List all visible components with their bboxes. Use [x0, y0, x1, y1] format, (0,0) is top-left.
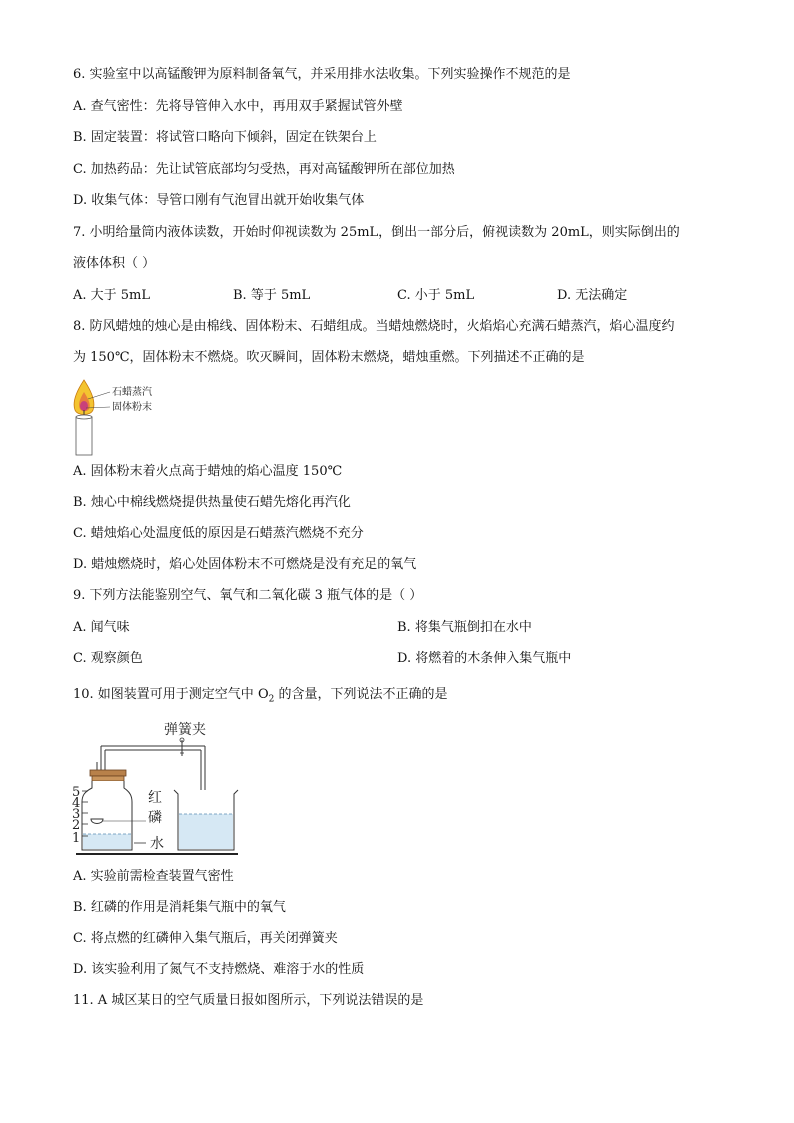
q7-option-b: B. 等于 5mL [233, 288, 311, 303]
q11-stem: 11. A 城区某日的空气质量日报如图所示，下列说法错误的是 [73, 993, 424, 1008]
q10-option-b: B. 红磷的作用是消耗集气瓶中的氧气 [73, 900, 286, 915]
q7-option-d: D. 无法确定 [557, 288, 628, 303]
q6-option-c: C. 加热药品：先让试管底部均匀受热，再对高锰酸钾所在部位加热 [73, 162, 455, 177]
q8-option-a: A. 固体粉末着火点高于蜡烛的焰心温度 150℃ [73, 464, 343, 479]
label-paraffin-vapor: 石蜡蒸汽 [112, 387, 152, 398]
q7-option-a: A. 大于 5mL [73, 288, 151, 303]
q8-option-b: B. 烛心中棉线燃烧提供热量使石蜡先熔化再汽化 [73, 495, 351, 510]
q8-option-d: D. 蜡烛燃烧时，焰心处固体粉末不可燃烧是没有充足的氧气 [73, 557, 417, 572]
label-spring-clamp: 弹簧夹 [164, 722, 206, 738]
q6-stem: 6. 实验室中以高锰酸钾为原料制备氧气，并采用排水法收集。下列实验操作不规范的是 [73, 67, 571, 82]
scale-5: 5 [72, 785, 81, 800]
rubber-stopper-icon [90, 770, 126, 781]
q8-stem-line2: 为 150℃，固体粉末不燃烧。吹灭瞬间，固体粉末燃烧，蜡烛重燃。下列描述不正确的是 [73, 350, 585, 365]
scale-4: 4 [72, 796, 81, 811]
scale-2: 2 [72, 818, 81, 833]
spring-clamp-icon [180, 738, 184, 756]
q10-stem-subscript: 2 [268, 694, 275, 705]
q6-option-d: D. 收集气体：导管口刚有气泡冒出就开始收集气体 [73, 193, 365, 208]
beaker-icon [174, 790, 238, 850]
q9-stem: 9. 下列方法能鉴别空气、氧气和二氧化碳 3 瓶气体的是（ ） [73, 588, 423, 603]
q10-stem-after: 的含量，下列说法不正确的是 [274, 687, 448, 702]
q9-option-d: D. 将燃着的木条伸入集气瓶中 [397, 651, 572, 666]
oxygen-measure-apparatus [68, 716, 240, 862]
q8-stem-line1: 8. 防风蜡烛的烛心是由棉线、固体粉末、石蜡组成。当蜡烛燃烧时，火焰焰心充满石蜡蒸汽，焰心温度约 [73, 319, 675, 334]
q6-option-a: A. 查气密性：先将导管伸入水中，再用双手紧握试管外壁 [73, 99, 403, 114]
q10-option-c: C. 将点燃的红磷伸入集气瓶后，再关闭弹簧夹 [73, 931, 338, 946]
q8-option-c: C. 蜡烛焰心处温度低的原因是石蜡蒸汽燃烧不充分 [73, 526, 364, 541]
q7-stem-line2: 液体体积（ ） [73, 256, 156, 271]
q9-option-b: B. 将集气瓶倒扣在水中 [397, 620, 532, 635]
q10-option-a: A. 实验前需检查装置气密性 [73, 869, 234, 884]
label-solid-powder: 固体粉末 [112, 402, 152, 413]
candle-body-icon [76, 415, 92, 455]
q9-option-a: A. 闻气味 [73, 620, 130, 635]
q10-stem-before: 10. 如图装置可用于测定空气中 O [73, 687, 269, 702]
combustion-spoon-icon [91, 819, 103, 824]
candle-flame-icon [74, 380, 94, 415]
scale-1: 1 [72, 831, 81, 846]
q7-stem-line1: 7. 小明给量筒内液体读数，开始时仰视读数为 25mL，倒出一部分后，俯视读数为 20mL，则实际倒出的 [73, 225, 680, 240]
label-phosphorus: 磷 [148, 810, 162, 826]
gas-bottle-icon [82, 781, 132, 850]
label-red: 红 [148, 790, 162, 806]
q10-option-d: D. 该实验利用了氮气不支持燃烧、难溶于水的性质 [73, 962, 365, 977]
q10-stem [73, 686, 447, 709]
scale-3: 3 [72, 807, 81, 822]
q9-option-c: C. 观察颜色 [73, 651, 143, 666]
label-water: 水 [150, 836, 164, 852]
q7-option-c: C. 小于 5mL [397, 288, 475, 303]
candle-figure [66, 374, 176, 458]
q6-option-b: B. 固定装置：将试管口略向下倾斜，固定在铁架台上 [73, 130, 377, 145]
